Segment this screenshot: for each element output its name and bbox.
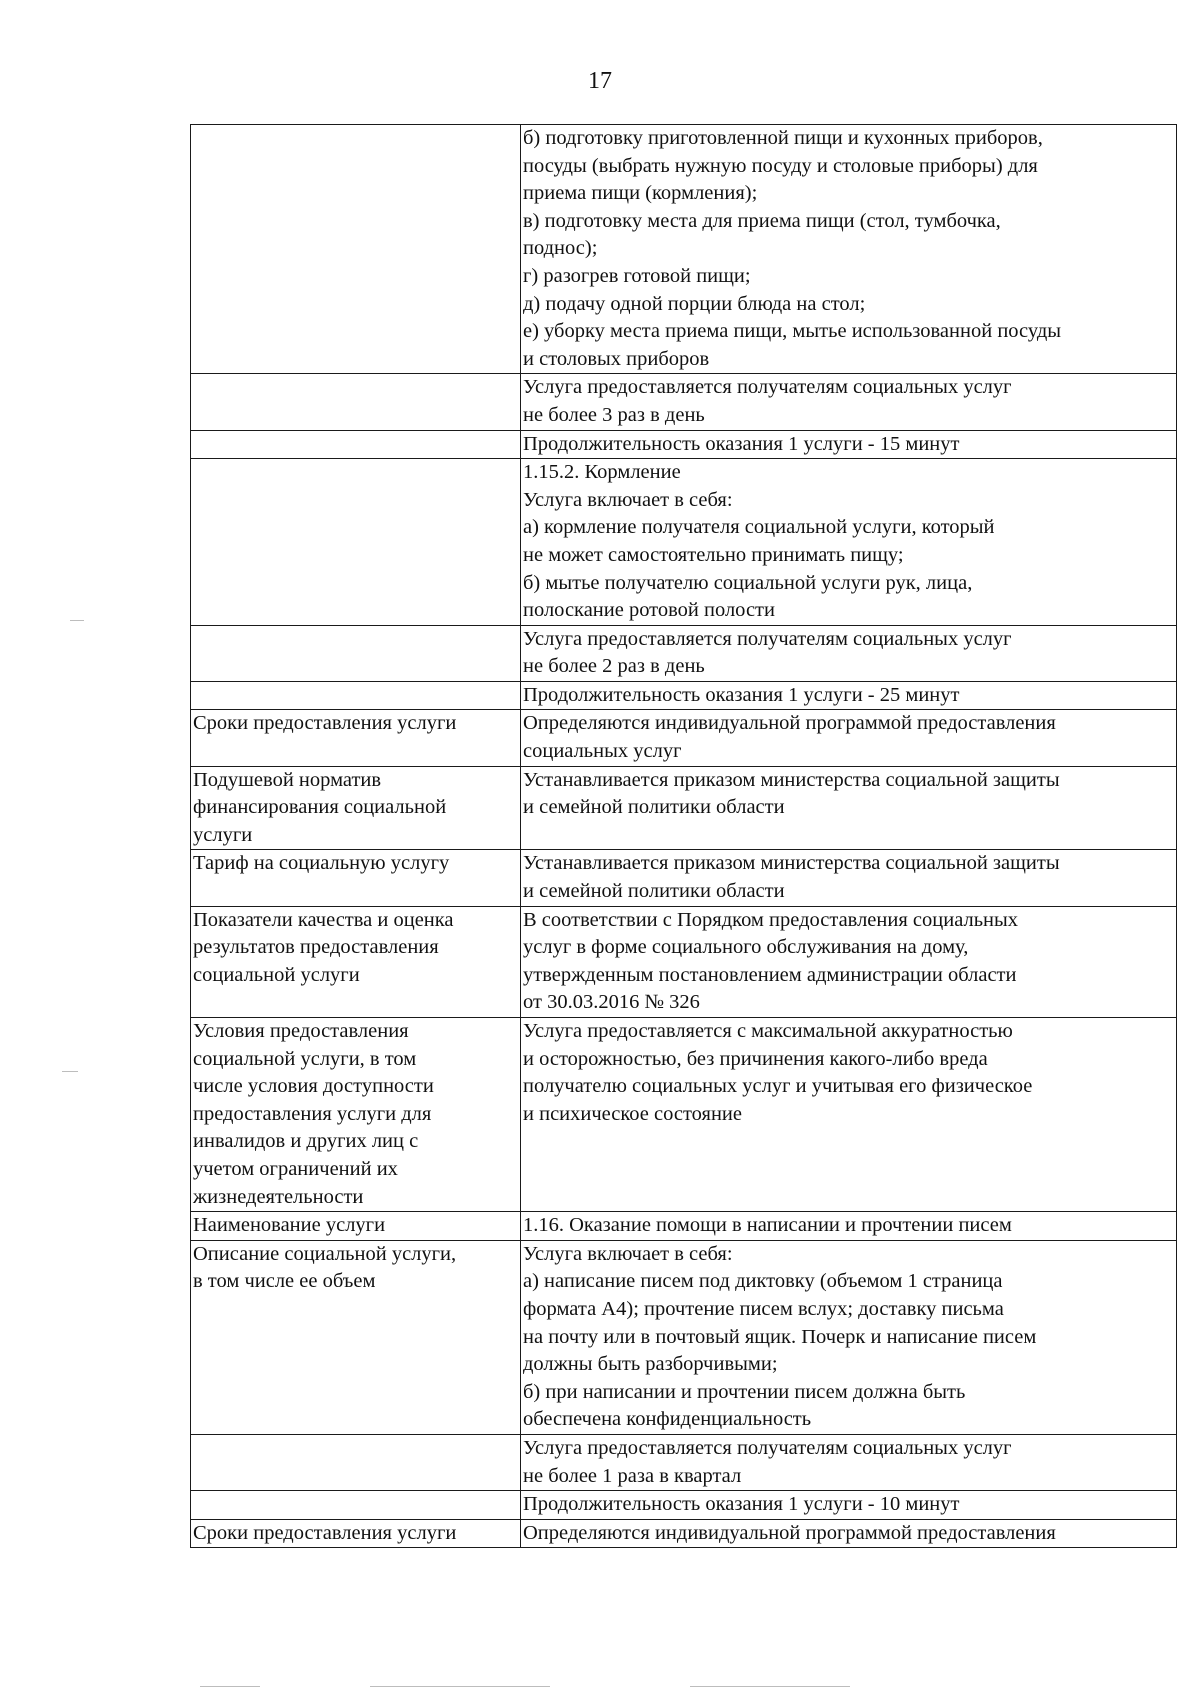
value-text-line: Услуга предоставляется получателям социальных услуг — [523, 376, 1012, 399]
scan-artifact — [370, 1686, 550, 1687]
parameter-cell — [191, 850, 521, 906]
value-text-line: Услуга включает в себя: — [523, 488, 733, 511]
parameter-text-line: финансирования социальной — [193, 796, 447, 819]
parameter-text-line: Тариф на социальную услугу — [193, 852, 450, 875]
value-text-line: Продолжительность оказания 1 услуги - 10 минут — [523, 1493, 960, 1516]
value-text-line: получателю социальных услуг и учитывая его физическое — [523, 1075, 1033, 1098]
value-text-line: не более 1 раза в квартал — [523, 1464, 742, 1487]
value-text-line: д) подачу одной порции блюда на стол; — [523, 292, 866, 315]
value-text-line: Продолжительность оказания 1 услуги - 25 минут — [523, 683, 960, 706]
value-text-line: Услуга предоставляется получателям социальных услуг — [523, 627, 1012, 650]
parameter-cell — [191, 906, 521, 1017]
value-text-line: 1.16. Оказание помощи в написании и прочтении писем — [523, 1214, 1012, 1237]
value-cell — [521, 1240, 1177, 1434]
value-text-line: г) разогрев готовой пищи; — [523, 264, 751, 287]
parameter-cell — [191, 459, 521, 626]
value-text-line: Устанавливается приказом министерства социальной защиты — [523, 852, 1060, 875]
parameter-cell — [191, 1212, 521, 1241]
value-cell — [521, 1212, 1177, 1241]
parameter-text-line: Подушевой норматив — [193, 768, 382, 791]
table-row — [191, 1018, 1177, 1212]
table-row — [191, 625, 1177, 681]
value-cell — [521, 710, 1177, 766]
table-row — [191, 1434, 1177, 1490]
table-row — [191, 850, 1177, 906]
value-text-line: и семейной политики области — [523, 796, 785, 819]
parameter-text-line: Условия предоставления — [193, 1020, 409, 1042]
value-text-line: формата А4); прочтение писем вслух; доставку письма — [523, 1297, 1004, 1320]
value-text-line: утвержденным постановлением администрации области — [523, 963, 1017, 986]
parameter-text-line: социальной услуги — [193, 963, 360, 986]
value-text-line: Определяются индивидуальной программой предоставления — [523, 712, 1056, 735]
table-row — [191, 1491, 1177, 1520]
value-text-line: 1.15.2. Кормление — [523, 461, 681, 484]
value-cell — [521, 1018, 1177, 1212]
table-row — [191, 710, 1177, 766]
parameter-text-line: Показатели качества и оценка — [193, 908, 454, 931]
value-text-line: обеспечена конфиденциальность — [523, 1408, 812, 1431]
value-text-line: Услуга включает в себя: — [523, 1242, 733, 1265]
value-text-line: от 30.03.2016 № 326 — [523, 991, 700, 1014]
parameter-cell — [191, 766, 521, 850]
value-text-line: а) кормление получателя социальной услуги, который — [523, 516, 995, 539]
table-row — [191, 681, 1177, 710]
parameter-cell — [191, 1018, 521, 1212]
table-row — [191, 766, 1177, 850]
value-text-line: б) мытье получателю социальной услуги рук, лица, — [523, 571, 973, 594]
value-text-line: не более 3 раз в день — [523, 403, 705, 426]
value-text-line: а) написание писем под диктовку (объемом 1 страница — [523, 1270, 1003, 1293]
table-row — [191, 1240, 1177, 1434]
value-cell — [521, 850, 1177, 906]
value-text-line: Определяются индивидуальной программой предоставления — [523, 1521, 1056, 1544]
parameter-text-line: инвалидов и других лиц с — [193, 1130, 419, 1153]
scan-artifact — [690, 1686, 850, 1687]
table-row — [191, 906, 1177, 1017]
parameter-cell — [191, 1519, 521, 1548]
value-cell — [521, 681, 1177, 710]
value-cell — [521, 906, 1177, 1017]
table-row — [191, 1212, 1177, 1241]
service-standard-table — [190, 124, 1177, 1548]
parameter-cell — [191, 430, 521, 459]
value-text-line: Услуга предоставляется с максимальной аккуратностью — [523, 1020, 1013, 1042]
value-text-line: социальных услуг — [523, 740, 682, 763]
value-text-line: на почту или в почтовый ящик. Почерк и написание писем — [523, 1325, 1037, 1348]
value-text-line: полоскание ротовой полости — [523, 599, 775, 622]
parameter-text-line: числе условия доступности — [193, 1075, 434, 1098]
table-row — [191, 374, 1177, 430]
parameter-text-line: предоставления услуги для — [193, 1102, 432, 1125]
parameter-text-line: Сроки предоставления услуги — [193, 1521, 457, 1544]
parameter-text-line: Наименование услуги — [193, 1214, 386, 1237]
parameter-text-line: учетом ограничений их — [193, 1157, 398, 1180]
table-row — [191, 430, 1177, 459]
parameter-cell — [191, 374, 521, 430]
value-text-line: б) при написании и прочтении писем должна быть — [523, 1380, 966, 1403]
parameter-cell — [191, 710, 521, 766]
scan-artifact — [200, 1686, 260, 1687]
table-row — [191, 1519, 1177, 1548]
parameter-cell — [191, 1240, 521, 1434]
value-cell — [521, 1434, 1177, 1490]
parameter-text-line: социальной услуги, в том — [193, 1047, 417, 1070]
value-text-line: должны быть разборчивыми; — [523, 1353, 778, 1376]
value-text-line: услуг в форме социального обслуживания на дому, — [523, 936, 969, 959]
value-text-line: не может самостоятельно принимать пищу; — [523, 543, 904, 566]
table-row — [191, 459, 1177, 626]
value-text-line: Устанавливается приказом министерства социальной защиты — [523, 768, 1060, 791]
value-text-line: приема пищи (кормления); — [523, 182, 758, 205]
value-cell — [521, 374, 1177, 430]
value-cell — [521, 1491, 1177, 1520]
value-cell — [521, 625, 1177, 681]
value-text-line: б) подготовку приготовленной пищи и кухонных приборов, — [523, 127, 1043, 149]
parameter-cell — [191, 681, 521, 710]
value-text-line: в) подготовку места для приема пищи (стол, тумбочка, — [523, 209, 1001, 232]
value-text-line: и столовых приборов — [523, 347, 710, 370]
value-cell — [521, 125, 1177, 374]
parameter-text-line: услуги — [193, 823, 253, 846]
parameter-text-line: результатов предоставления — [193, 936, 439, 959]
parameter-cell — [191, 625, 521, 681]
parameter-cell — [191, 1434, 521, 1490]
value-text-line: В соответствии с Порядком предоставления социальных — [523, 908, 1019, 931]
value-cell — [521, 430, 1177, 459]
value-cell — [521, 766, 1177, 850]
parameter-cell — [191, 1491, 521, 1520]
value-text-line: и семейной политики области — [523, 880, 785, 903]
value-text-line: поднос); — [523, 237, 598, 260]
value-text-line: Продолжительность оказания 1 услуги - 15 минут — [523, 432, 960, 455]
value-text-line: и психическое состояние — [523, 1102, 742, 1125]
value-text-line: посуды (выбрать нужную посуду и столовые приборы) для — [523, 154, 1038, 177]
value-text-line: и осторожностью, без причинения какого-либо вреда — [523, 1047, 988, 1070]
value-text-line: е) уборку места приема пищи, мытье использованной посуды — [523, 320, 1062, 343]
parameter-text-line: жизнедеятельности — [193, 1185, 364, 1208]
value-cell — [521, 1519, 1177, 1548]
parameter-text-line: Сроки предоставления услуги — [193, 712, 457, 735]
value-text-line: Услуга предоставляется получателям социальных услуг — [523, 1436, 1012, 1459]
scan-artifact — [62, 1071, 78, 1072]
table-row — [191, 125, 1177, 374]
parameter-cell — [191, 125, 521, 374]
parameter-text-line: в том числе ее объем — [193, 1270, 376, 1293]
value-text-line: не более 2 раз в день — [523, 655, 705, 678]
page-number: 17 — [588, 68, 612, 94]
parameter-text-line: Описание социальной услуги, — [193, 1242, 457, 1265]
scan-artifact — [70, 620, 84, 621]
value-cell — [521, 459, 1177, 626]
